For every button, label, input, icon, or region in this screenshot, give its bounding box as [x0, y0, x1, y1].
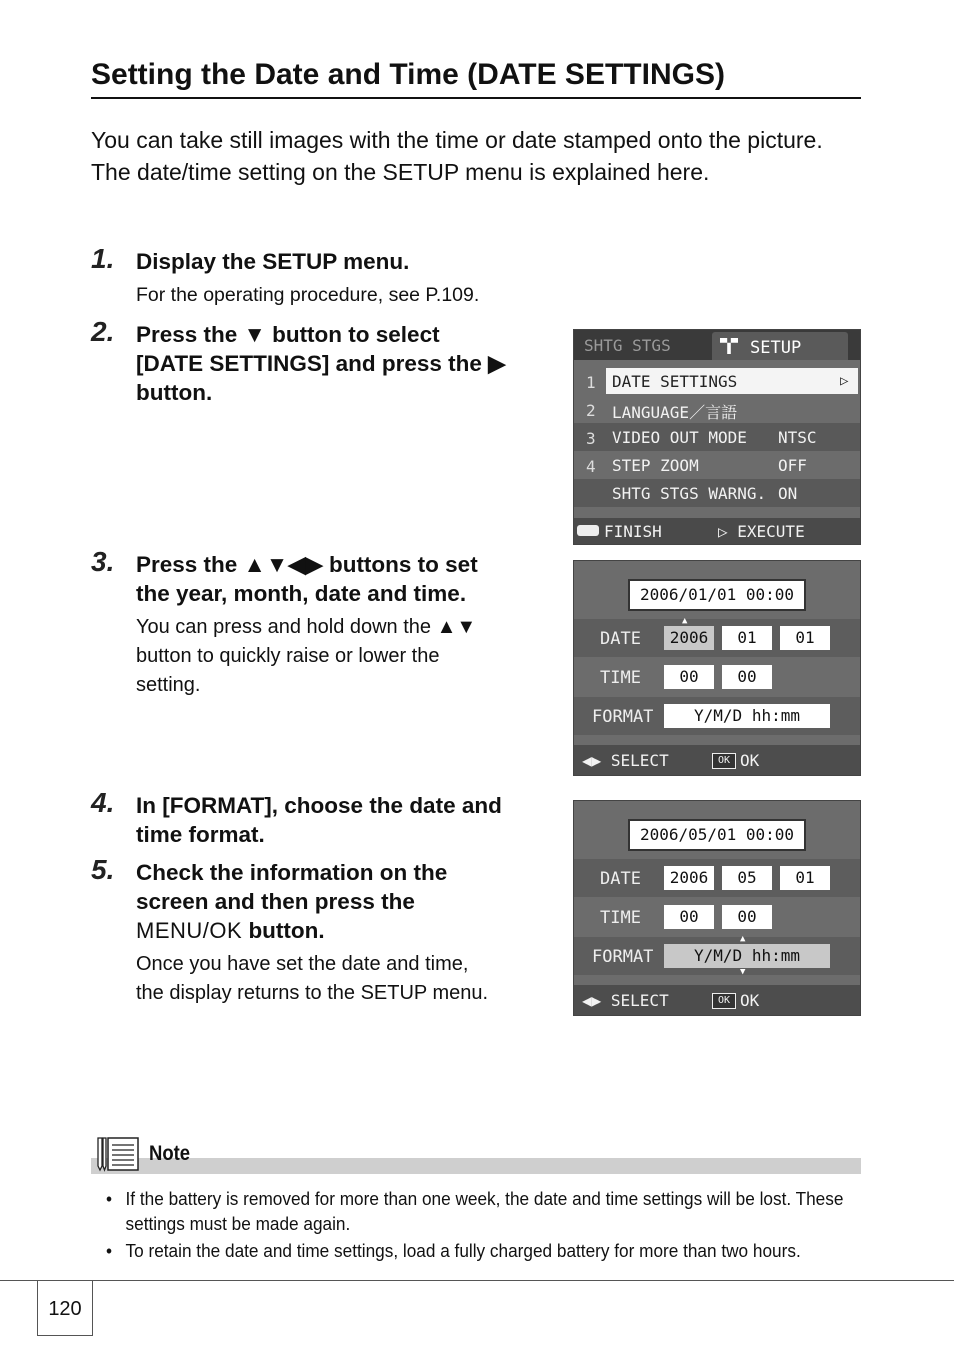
- step-3-sub-line-1: You can press and hold down the ▲▼: [136, 616, 477, 638]
- tab-shooting-settings: SHTG STGS: [584, 336, 671, 355]
- date-settings-screen-2: [573, 800, 861, 1016]
- step-3-line-1: Press the ▲▼◀▶ buttons to set: [136, 552, 478, 577]
- step-5-line-1: Check the information on the: [136, 860, 448, 885]
- menu-item-shooting-warning: [574, 479, 860, 507]
- step-2-number: 2.: [91, 316, 115, 347]
- datetime-preview: 2006/05/01 00:00: [628, 819, 806, 851]
- footer-ok: OK: [740, 751, 760, 770]
- format-field: Y/M/D hh:mm: [664, 944, 830, 968]
- step-4-line-2: time format.: [136, 822, 265, 847]
- month-field: 01: [722, 626, 772, 650]
- menu-button-icon: [577, 525, 599, 536]
- note-item-text: To retain the date and time settings, load a fully charged battery for more than two hours.: [125, 1240, 801, 1261]
- up-arrow-icon: ▲: [740, 934, 746, 944]
- footer-select: ◀▶ SELECT: [582, 751, 669, 770]
- day-field: 01: [780, 626, 830, 650]
- step-3-sub-line-3: setting.: [136, 674, 201, 696]
- intro-line-1: You can take still images with the time or date stamped onto the picture.: [91, 127, 823, 153]
- note-icon: [96, 1136, 140, 1172]
- step-4-heading: [136, 791, 502, 849]
- minute-field: 00: [722, 665, 772, 689]
- format-row: [574, 697, 860, 735]
- hour-field: 00: [664, 665, 714, 689]
- time-row: [574, 658, 860, 696]
- datetime-preview: 2006/01/01 00:00: [628, 579, 806, 611]
- note-header-bar: [91, 1158, 861, 1174]
- date-label: DATE: [600, 869, 641, 889]
- menu-item-index: 2: [586, 401, 596, 420]
- footer-rule: [0, 1280, 954, 1281]
- step-5-sub-line-1: Once you have set the date and time,: [136, 953, 469, 975]
- menu-item-label: SHTG STGS WARNG.: [612, 484, 767, 503]
- date-row: [574, 859, 860, 897]
- format-label: FORMAT: [592, 947, 654, 967]
- menu-item-index: 3: [586, 429, 596, 448]
- step-4-number: 4.: [91, 787, 115, 818]
- year-field: 2006: [664, 626, 714, 650]
- menu-item-date-settings: [574, 367, 860, 395]
- intro-line-2: The date/time setting on the SETUP menu is explained here.: [91, 159, 710, 185]
- menu-item-index: 1: [586, 373, 596, 392]
- format-field: Y/M/D hh:mm: [664, 704, 830, 728]
- note-item: • If the battery is removed for more than one week, the date and time settings will be lost. These settings must be made again.: [106, 1188, 844, 1234]
- note-list: [106, 1186, 866, 1265]
- step-5-line-2: screen and then press the: [136, 889, 415, 914]
- step-1-number: 1.: [91, 243, 115, 274]
- down-arrow-icon: ▼: [740, 967, 746, 977]
- menu-item-value: OFF: [778, 456, 807, 475]
- footer-finish: FINISH: [604, 522, 662, 541]
- time-row: [574, 898, 860, 936]
- format-row: [574, 934, 860, 977]
- step-2-heading: [136, 320, 505, 407]
- menu-item-value: ON: [778, 484, 798, 503]
- menu-item-label: STEP ZOOM: [612, 456, 699, 475]
- step-4-line-1: In [FORMAT], choose the date and: [136, 793, 502, 818]
- hour-field: 00: [664, 905, 714, 929]
- menu-footer: [574, 518, 860, 544]
- time-label: TIME: [600, 668, 641, 688]
- menu-item-index: 4: [586, 457, 596, 476]
- up-arrow-icon: ▲: [682, 616, 688, 626]
- step-1-heading: Display the SETUP menu.: [136, 249, 410, 274]
- ok-button-icon: OK: [712, 993, 736, 1009]
- tab-setup: SETUP: [712, 332, 848, 360]
- footer-execute: ▷ EXECUTE: [718, 522, 805, 541]
- format-label: FORMAT: [592, 707, 654, 727]
- step-5-line-3-end: button.: [242, 918, 325, 943]
- menu-item-video-out-mode: [574, 423, 860, 451]
- date-footer: [574, 745, 860, 775]
- minute-field: 00: [722, 905, 772, 929]
- ok-button-icon: OK: [712, 753, 736, 769]
- step-3-sub-line-2: button to quickly raise or lower the: [136, 645, 440, 667]
- footer-ok: OK: [740, 991, 760, 1010]
- page-number: 120: [37, 1280, 93, 1336]
- step-1-sub: For the operating procedure, see P.109.: [136, 284, 480, 306]
- step-5-sub: [136, 950, 488, 1008]
- date-label: DATE: [600, 629, 641, 649]
- step-5-number: 5.: [91, 854, 115, 885]
- step-2-line-2: [DATE SETTINGS] and press the ▶: [136, 351, 506, 376]
- menu-item-value: NTSC: [778, 428, 817, 447]
- intro-text: [91, 124, 851, 188]
- note-item: • To retain the date and time settings, load a fully charged battery for more than two hours.: [106, 1240, 801, 1261]
- step-5-sub-line-2: the display returns to the SETUP menu.: [136, 982, 489, 1004]
- footer-select: ◀▶ SELECT: [582, 991, 669, 1010]
- step-3-line-2: the year, month, date and time.: [136, 581, 467, 606]
- menu-item-language: [574, 395, 860, 423]
- step-3-number: 3.: [91, 546, 115, 577]
- step-5-line-3: [136, 916, 447, 945]
- step-2-line-1: Press the ▼ button to select: [136, 322, 440, 347]
- menu-ok-button-label: MENU/OK: [136, 918, 243, 943]
- day-field: 01: [780, 866, 830, 890]
- date-row: [574, 616, 860, 657]
- note-label: Note: [149, 1142, 191, 1165]
- step-3-heading: [136, 550, 478, 608]
- time-label: TIME: [600, 908, 641, 928]
- date-settings-screen-1: [573, 560, 861, 776]
- step-5-heading: [136, 858, 447, 945]
- menu-tabs: [574, 330, 860, 360]
- setup-menu-screen: [573, 329, 861, 545]
- step-2-line-3: button.: [136, 380, 213, 405]
- menu-item-label: LANGUAGE／言語: [612, 403, 738, 422]
- right-arrow-icon: ▷: [840, 373, 849, 389]
- note-item-text: If the battery is removed for more than one week, the date and time settings will be lost. These settings must be made again.: [125, 1188, 844, 1234]
- year-field: 2006: [664, 866, 714, 890]
- menu-item-step-zoom: [574, 451, 860, 479]
- page-title: Setting the Date and Time (DATE SETTINGS): [91, 58, 861, 99]
- menu-item-label: VIDEO OUT MODE: [612, 428, 747, 447]
- month-field: 05: [722, 866, 772, 890]
- menu-item-label: DATE SETTINGS: [612, 372, 738, 391]
- step-3-sub: [136, 613, 476, 700]
- date-footer: [574, 985, 860, 1015]
